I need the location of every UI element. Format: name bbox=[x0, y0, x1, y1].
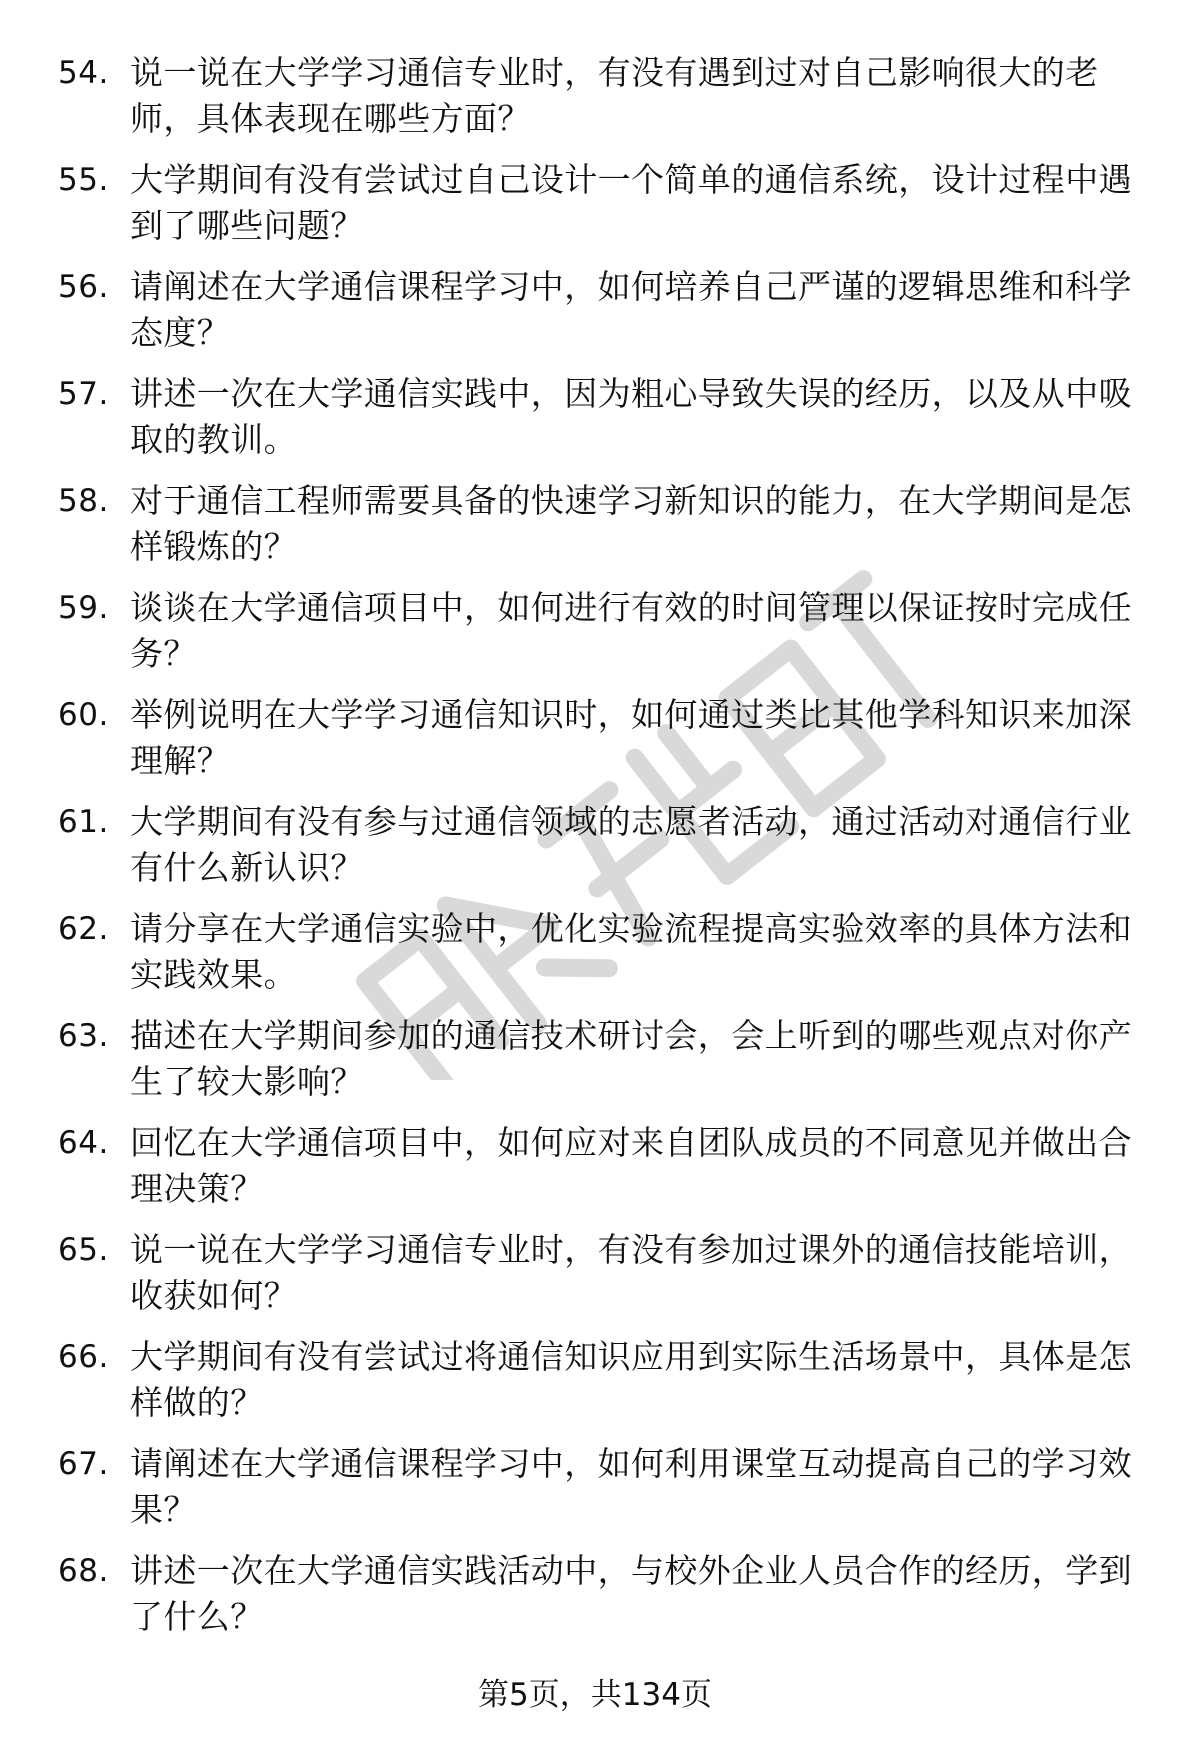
question-number: 65. bbox=[58, 1232, 109, 1268]
page-number-footer: 第5页，共134页 bbox=[478, 1677, 712, 1713]
question-number: 54. bbox=[58, 55, 109, 91]
list-item bbox=[58, 371, 1158, 478]
list-item bbox=[58, 478, 1158, 585]
list-item bbox=[58, 692, 1158, 799]
list-item bbox=[58, 1120, 1158, 1227]
question-text: 大学期间有没有尝试过将通信知识应用到实际生活场景中，具体是怎样做的？ bbox=[130, 1337, 1132, 1422]
question-text: 说一说在大学学习通信专业时，有没有参加过课外的通信技能培训，收获如何？ bbox=[130, 1230, 1132, 1315]
question-text: 请阐述在大学通信课程学习中，如何培养自己严谨的逻辑思维和科学态度？ bbox=[130, 267, 1132, 352]
question-number: 67. bbox=[58, 1446, 109, 1482]
question-number: 63. bbox=[58, 1018, 109, 1054]
question-number: 60. bbox=[58, 697, 109, 733]
list-item bbox=[58, 1548, 1158, 1655]
question-text: 回忆在大学通信项目中，如何应对来自团队成员的不同意见并做出合理决策？ bbox=[130, 1123, 1132, 1208]
question-text: 对于通信工程师需要具备的快速学习新知识的能力，在大学期间是怎样锻炼的？ bbox=[130, 481, 1132, 566]
question-number: 55. bbox=[58, 162, 109, 198]
list-item bbox=[58, 157, 1158, 264]
question-text: 讲述一次在大学通信实践活动中，与校外企业人员合作的经历，学到了什么？ bbox=[130, 1551, 1132, 1636]
question-text: 描述在大学期间参加的通信技术研讨会，会上听到的哪些观点对你产生了较大影响？ bbox=[130, 1016, 1132, 1101]
question-text: 谈谈在大学通信项目中，如何进行有效的时间管理以保证按时完成任务？ bbox=[130, 588, 1132, 673]
question-number: 57. bbox=[58, 376, 109, 412]
question-number: 62. bbox=[58, 911, 109, 947]
list-item bbox=[58, 1441, 1158, 1548]
question-number: 68. bbox=[58, 1553, 109, 1589]
list-item bbox=[58, 585, 1158, 692]
question-text: 请分享在大学通信实验中，优化实验流程提高实验效率的具体方法和实践效果。 bbox=[130, 909, 1132, 994]
question-list bbox=[58, 50, 1158, 1655]
question-number: 61. bbox=[58, 804, 109, 840]
question-number: 58. bbox=[58, 483, 109, 519]
list-item bbox=[58, 1334, 1158, 1441]
question-number: 59. bbox=[58, 590, 109, 626]
list-item bbox=[58, 264, 1158, 371]
question-text: 大学期间有没有参与过通信领域的志愿者活动，通过活动对通信行业有什么新认识？ bbox=[130, 802, 1132, 887]
question-text: 说一说在大学学习通信专业时，有没有遇到过对自己影响很大的老师，具体表现在哪些方面？ bbox=[130, 53, 1099, 138]
list-item bbox=[58, 799, 1158, 906]
list-item bbox=[58, 50, 1158, 157]
list-item bbox=[58, 906, 1158, 1013]
question-text: 大学期间有没有尝试过自己设计一个简单的通信系统，设计过程中遇到了哪些问题？ bbox=[130, 160, 1132, 245]
list-item bbox=[58, 1227, 1158, 1334]
question-number: 64. bbox=[58, 1125, 109, 1161]
list-item bbox=[58, 1013, 1158, 1120]
question-number: 66. bbox=[58, 1339, 109, 1375]
question-text: 讲述一次在大学通信实践中，因为粗心导致失误的经历，以及从中吸取的教训。 bbox=[130, 374, 1132, 459]
question-number: 56. bbox=[58, 269, 109, 305]
question-text: 请阐述在大学通信课程学习中，如何利用课堂互动提高自己的学习效果？ bbox=[130, 1444, 1132, 1529]
question-text: 举例说明在大学学习通信知识时，如何通过类比其他学科知识来加深理解？ bbox=[130, 695, 1132, 780]
